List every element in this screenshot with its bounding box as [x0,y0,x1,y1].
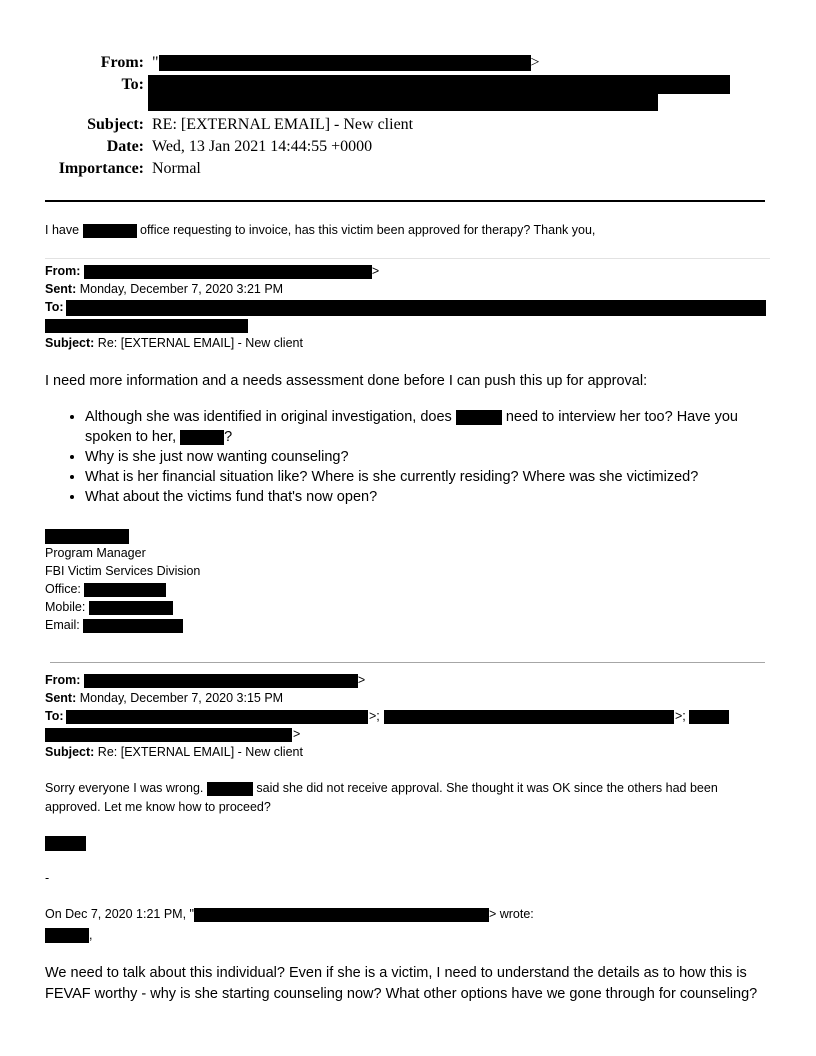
msg3-to-label: To: [45,709,64,723]
header-to-label: To: [121,76,144,93]
redacted-block [384,710,674,724]
msg3-dash: - [45,871,50,885]
msg3-sent-row [45,691,283,705]
redacted-block [45,319,248,333]
redacted-block [194,908,489,922]
header-from-label: From: [100,54,144,71]
msg3-body-b: said she did not receive approval. She thought it was OK since the others had been [256,781,718,795]
header-from-row [0,54,540,72]
msg2-intro: I need more information and a needs assessment done before I can push this up for approval: [45,373,648,389]
header-date-label: Date: [106,138,144,155]
msg2-subject-value: Re: [EXTERNAL EMAIL] - New client [97,336,303,350]
msg2-subject-row [45,336,303,350]
list-item: • What is her financial situation like? Where is she currently residing? Where was she victimized? [85,467,805,487]
msg2-subject-label: Subject: [45,336,95,350]
redacted-block [89,601,173,615]
msg3-from-row [45,673,365,688]
quote-body-line-2: FEVAF worthy - why is she starting counseling now? What other options have we gone through for counseling? [45,986,758,1002]
redacted-block [45,728,292,742]
bullet1-text-a: Although she was identified in original investigation, does [85,409,452,425]
quote-greeting [45,928,92,943]
signature-office-label: Office: [45,582,81,596]
msg3-subject-label: Subject: [45,745,95,759]
reply-text-before: I have [45,223,80,237]
signature-mobile-label: Mobile: [45,600,86,614]
signature-email-label: Email: [45,618,80,632]
signature-office-row [45,582,166,597]
redacted-signature-name [45,836,86,851]
redacted-block [148,94,658,111]
message-separator [50,662,765,663]
msg3-body-a: Sorry everyone I was wrong. [45,781,204,795]
msg3-to-sep-2: >; [675,709,686,723]
redacted-block [159,55,531,71]
msg2-from-suffix: > [371,264,380,278]
redacted-block [689,710,729,724]
quote-intro-b: > wrote: [488,907,534,921]
bullet1-text-d: ? [224,429,233,445]
quote-body-line-1: We need to talk about this individual? Even if she is a victim, I need to understand the details as to how this is [45,965,747,981]
quote-greeting-comma: , [89,928,93,942]
msg3-body-line-2: approved. Let me know how to proceed? [45,800,271,814]
message-separator [45,258,770,259]
msg2-sent-value: Monday, December 7, 2020 3:21 PM [79,282,284,296]
signature-division: FBI Victim Services Division [45,564,201,578]
msg3-sent-value: Monday, December 7, 2020 3:15 PM [79,691,284,705]
msg2-sent-row [45,282,283,296]
msg2-question-list [45,407,805,507]
msg3-body-line-1 [45,781,718,796]
header-subject-label: Subject: [87,116,144,133]
msg2-sent-label: Sent: [45,282,77,296]
msg2-from-row [45,264,379,279]
header-date-value: Wed, 13 Jan 2021 14:44:55 +0000 [152,138,373,155]
msg3-to-row [45,709,64,723]
msg2-to-label: To: [45,300,64,314]
redacted-block [148,75,730,94]
redacted-block [83,619,183,633]
redacted-block [83,224,137,238]
redacted-block [45,928,89,943]
bullet1-text-b: need to interview her too? Have you [505,409,738,425]
header-from-suffix: > [530,54,540,71]
header-date-row [0,138,372,156]
list-item: • What about the victims fund that's now open? [85,487,805,507]
msg3-subject-row [45,745,303,759]
list-item: • Why is she just now wanting counseling? [85,447,805,467]
redacted-block [180,430,224,445]
msg3-sent-label: Sent: [45,691,77,705]
redacted-block [84,265,372,279]
signature-mobile-row [45,600,173,615]
redacted-block [84,674,358,688]
header-subject-value: RE: [EXTERNAL EMAIL] - New client [152,116,414,133]
redacted-block [84,583,166,597]
redacted-block [66,710,368,724]
header-from-prefix: " [152,54,159,71]
signature-email-row [45,618,183,633]
msg3-subject-value: Re: [EXTERNAL EMAIL] - New client [97,745,303,759]
reply-text-after: office requesting to invoice, has this victim been approved for therapy? Thank you, [140,223,596,237]
msg3-from-suffix: > [357,673,366,687]
redacted-block [66,300,766,316]
reply-line [45,223,595,238]
header-to-row [0,76,144,94]
header-importance-label: Importance: [58,160,144,177]
header-importance-value: Normal [152,160,201,177]
list-item [85,407,805,447]
msg3-to-sep-1: >; [369,709,380,723]
header-divider [45,200,765,202]
redacted-signature-name [45,529,129,544]
redacted-block [456,410,502,425]
msg2-from-label: From: [45,264,81,278]
signature-title: Program Manager [45,546,146,560]
msg3-to-end: > [293,727,301,741]
header-subject-row [0,116,413,134]
bullet1-text-c: spoken to her, [85,429,177,445]
quote-intro-a: On Dec 7, 2020 1:21 PM, " [45,907,194,921]
header-importance-row [0,160,201,178]
msg2-to-row [45,300,64,314]
redacted-block [207,782,253,796]
quote-intro-row [45,907,534,922]
msg3-from-label: From: [45,673,81,687]
